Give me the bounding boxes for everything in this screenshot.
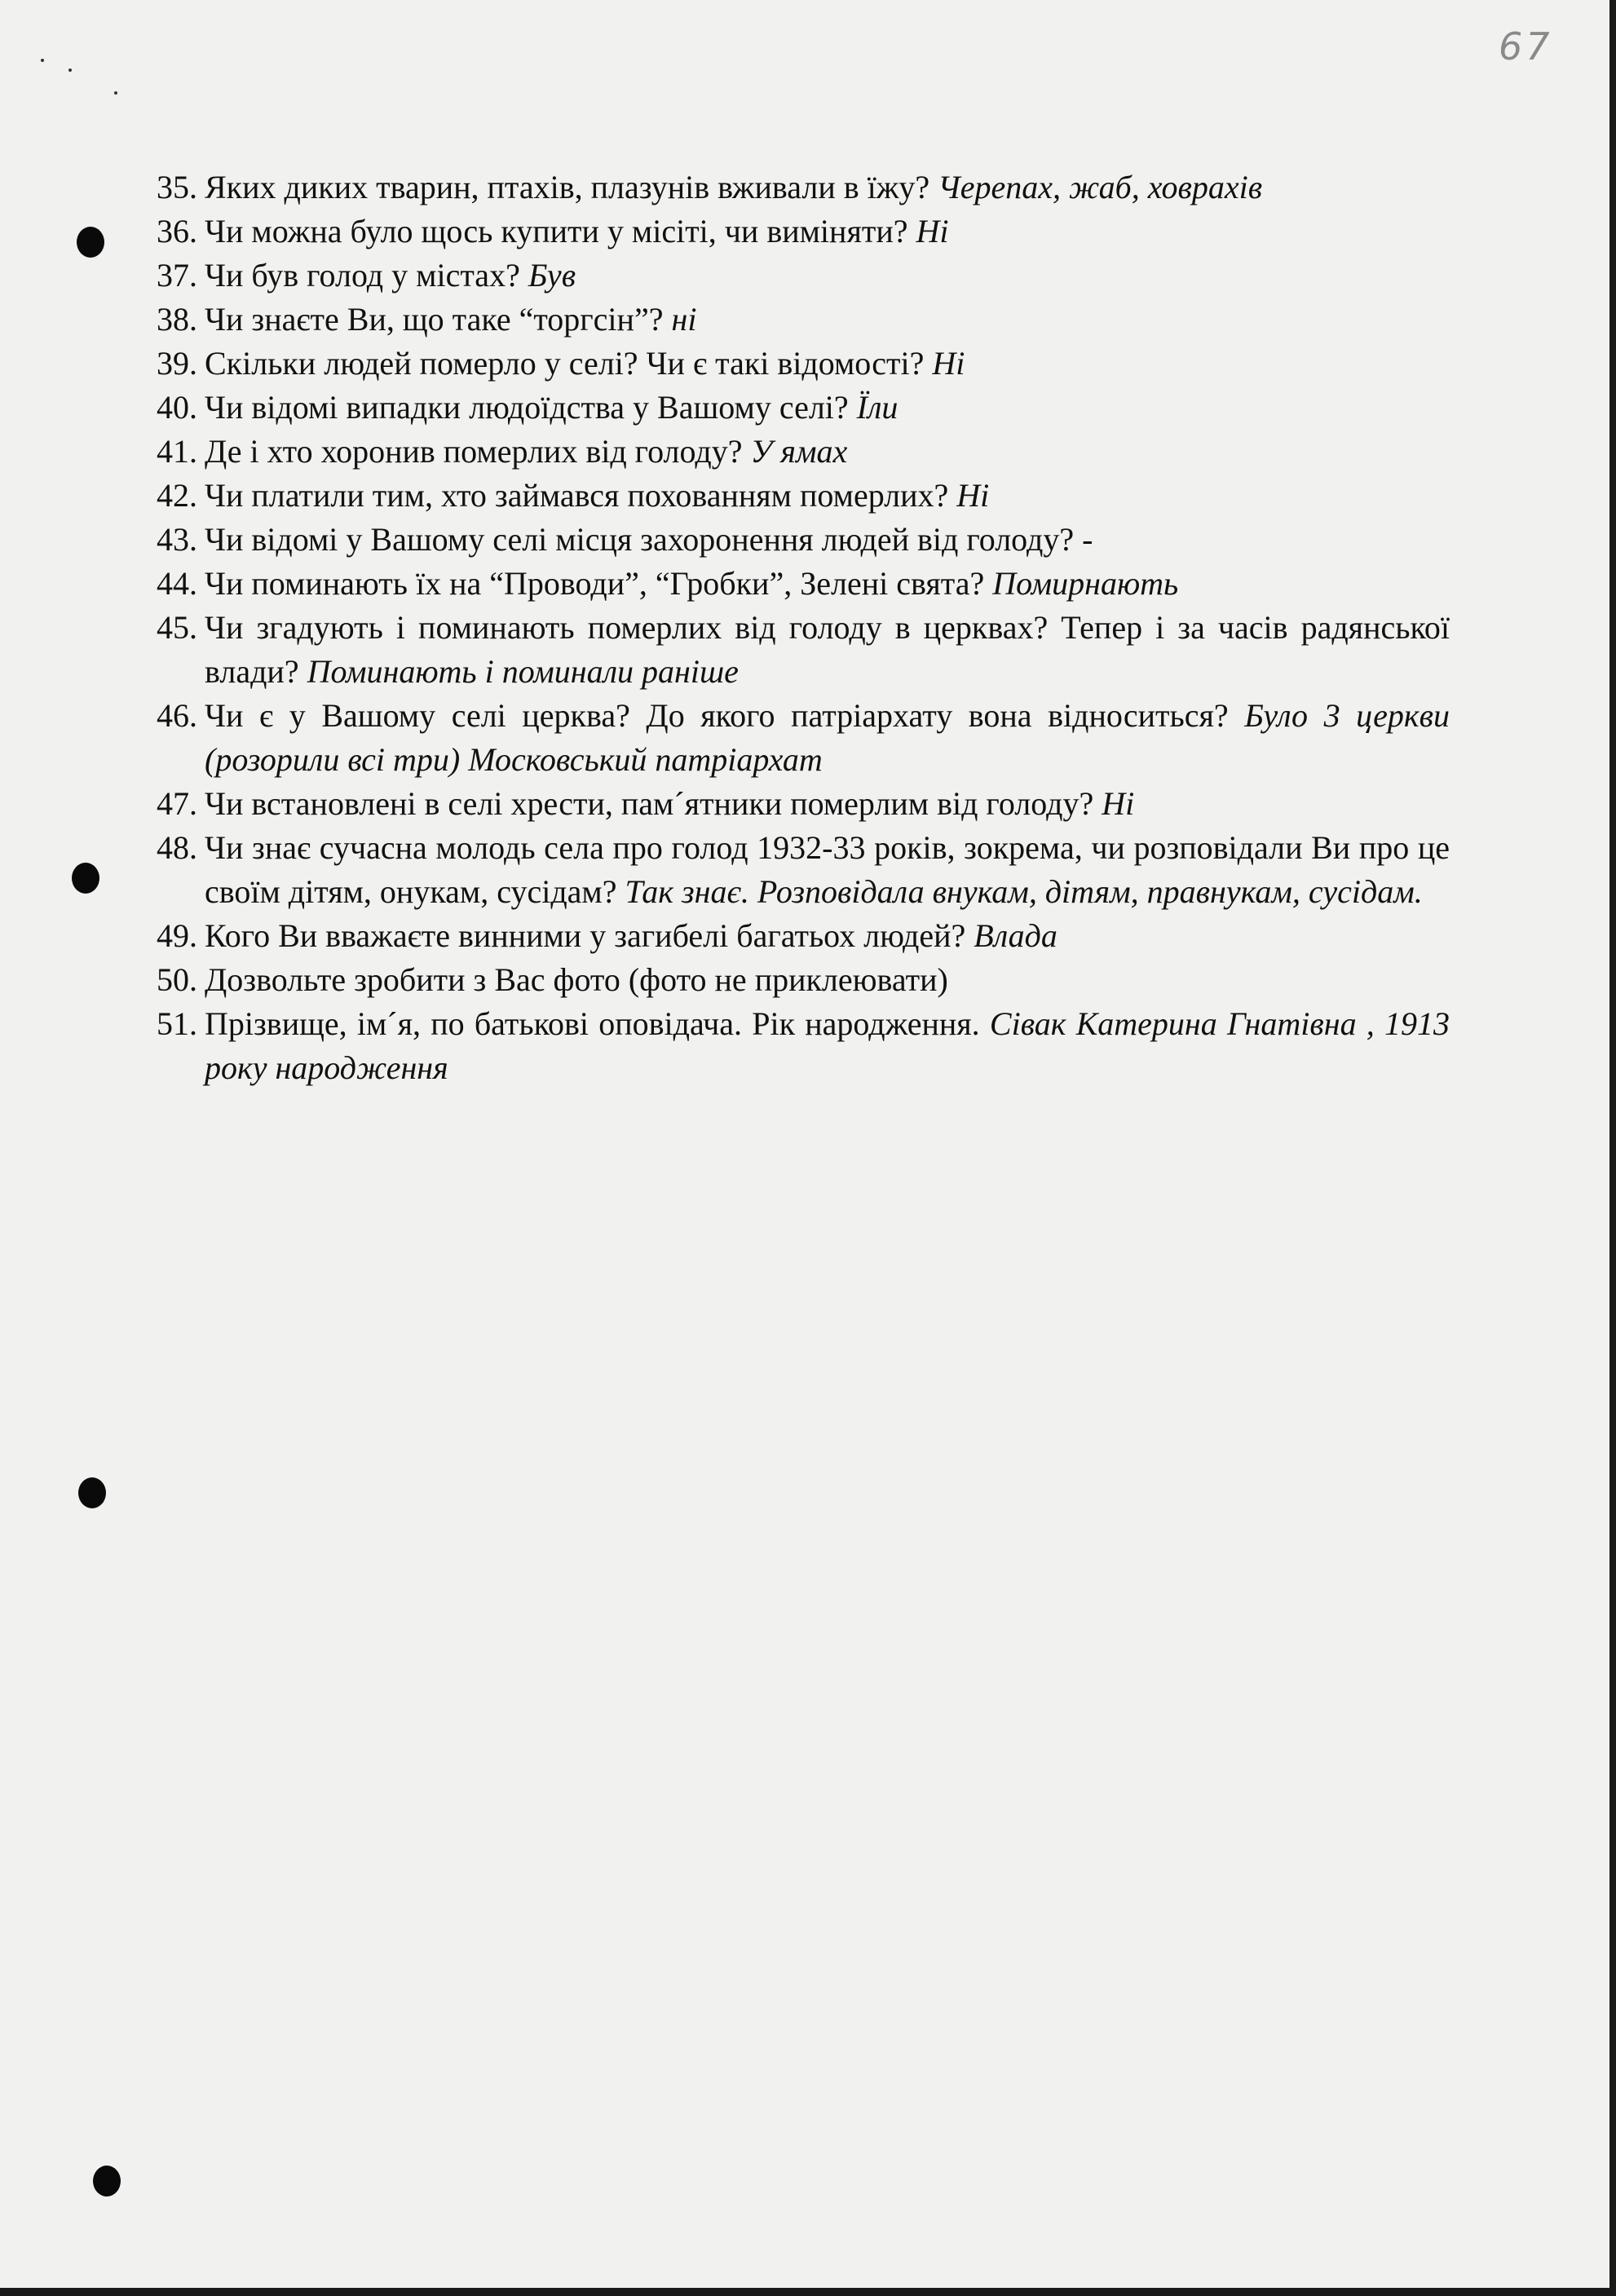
- question-text: Скільки людей померло у селі? Чи є такі відомості?: [205, 345, 925, 382]
- answer-text: Поминають і поминали раніше: [307, 653, 739, 690]
- question-item: [157, 386, 1450, 430]
- answer-text: Ні: [932, 345, 965, 382]
- question-item: [157, 474, 1450, 518]
- answer-text: Ні: [916, 213, 949, 249]
- question-number: 47.: [157, 785, 197, 822]
- question-item: [157, 694, 1450, 782]
- answer-text: Сівак Катерина Гнатівна , 1913 року народження: [205, 1005, 1450, 1086]
- answer-text: Був: [528, 257, 576, 294]
- question-item: [157, 782, 1450, 826]
- question-text: Де і хто хоронив померлих від голоду?: [205, 433, 743, 470]
- questionnaire-list: [157, 166, 1450, 1090]
- question-item: [157, 958, 1450, 1002]
- question-number: 39.: [157, 345, 197, 382]
- question-item: [157, 210, 1450, 254]
- question-number: 36.: [157, 213, 197, 249]
- answer-text: Влада: [974, 917, 1057, 954]
- speck: [68, 68, 72, 72]
- question-item: [157, 914, 1450, 958]
- question-text: Чи знає сучасна молодь села про голод 1932-33 років, зокрема, чи розповідали Ви про це своїм дітям, онукам, сусідам?: [205, 829, 1450, 910]
- question-number: 50.: [157, 961, 197, 998]
- answer-text: Ні: [956, 477, 990, 514]
- question-number: 35.: [157, 169, 197, 205]
- punch-hole: [93, 2166, 121, 2197]
- question-number: 44.: [157, 565, 197, 602]
- question-text: Чи є у Вашому селі церква? До якого патріархату вона відноситься?: [205, 697, 1229, 734]
- question-number: 46.: [157, 697, 197, 734]
- question-number: 41.: [157, 433, 197, 470]
- question-text: Яких диких тварин, птахів, плазунів вживали в їжу?: [205, 169, 930, 205]
- punch-hole: [72, 863, 99, 894]
- answer-text: Ні: [1102, 785, 1135, 822]
- question-item: [157, 254, 1450, 298]
- question-item: [157, 430, 1450, 474]
- speck: [41, 59, 44, 62]
- answer-text: Було 3 церкви (розорили всі три) Московський патріархат: [205, 697, 1450, 778]
- question-number: 48.: [157, 829, 197, 866]
- question-item: [157, 166, 1450, 210]
- question-text: Чи відомі у Вашому селі місця захоронення людей від голоду? -: [205, 521, 1093, 558]
- question-number: 37.: [157, 257, 197, 294]
- speck: [114, 91, 117, 95]
- question-item: [157, 562, 1450, 606]
- punch-hole: [78, 1477, 106, 1508]
- question-text: Прізвище, ім´я, по батькові оповідача. Рік народження.: [205, 1005, 980, 1042]
- question-text: Чи встановлені в селі хрести, пам´ятники померлим від голоду?: [205, 785, 1094, 822]
- answer-text: Так знає. Розповідала внукам, дітям, правнукам, сусідам.: [625, 873, 1423, 910]
- question-text: Чи платили тим, хто займався похованням померлих?: [205, 477, 949, 514]
- question-number: 51.: [157, 1005, 197, 1042]
- question-item: [157, 342, 1450, 386]
- answer-text: Черепах, жаб, ховрахів: [938, 169, 1263, 205]
- question-item: [157, 606, 1450, 694]
- question-text: Чи відомі випадки людоїдства у Вашому селі?: [205, 389, 849, 426]
- answer-text: Їли: [856, 389, 899, 426]
- question-text: Чи знаєте Ви, що таке “торгсін”?: [205, 301, 664, 338]
- question-text: Дозвольте зробити з Вас фото (фото не приклеювати): [205, 961, 948, 998]
- question-item: [157, 298, 1450, 342]
- question-number: 42.: [157, 477, 197, 514]
- answer-text: ні: [671, 301, 697, 338]
- question-text: Чи згадують і поминають померлих від голоду в церквах? Тепер і за часів радянської влади?: [205, 609, 1450, 690]
- question-number: 43.: [157, 521, 197, 558]
- question-text: Чи поминають їх на “Проводи”, “Гробки”, Зелені свята?: [205, 565, 985, 602]
- question-text: Чи був голод у містах?: [205, 257, 520, 294]
- question-text: Чи можна було щось купити у місіті, чи виміняти?: [205, 213, 908, 249]
- question-number: 38.: [157, 301, 197, 338]
- punch-hole: [77, 227, 104, 258]
- question-item: [157, 826, 1450, 914]
- answer-text: У ямах: [750, 433, 848, 470]
- question-text: Кого Ви вважаєте винними у загибелі багатьох людей?: [205, 917, 966, 954]
- question-number: 49.: [157, 917, 197, 954]
- question-item: [157, 1002, 1450, 1090]
- question-item: [157, 518, 1450, 562]
- question-number: 45.: [157, 609, 197, 646]
- answer-text: Помирнають: [992, 565, 1179, 602]
- question-number: 40.: [157, 389, 197, 426]
- page-number: 67: [1499, 24, 1553, 68]
